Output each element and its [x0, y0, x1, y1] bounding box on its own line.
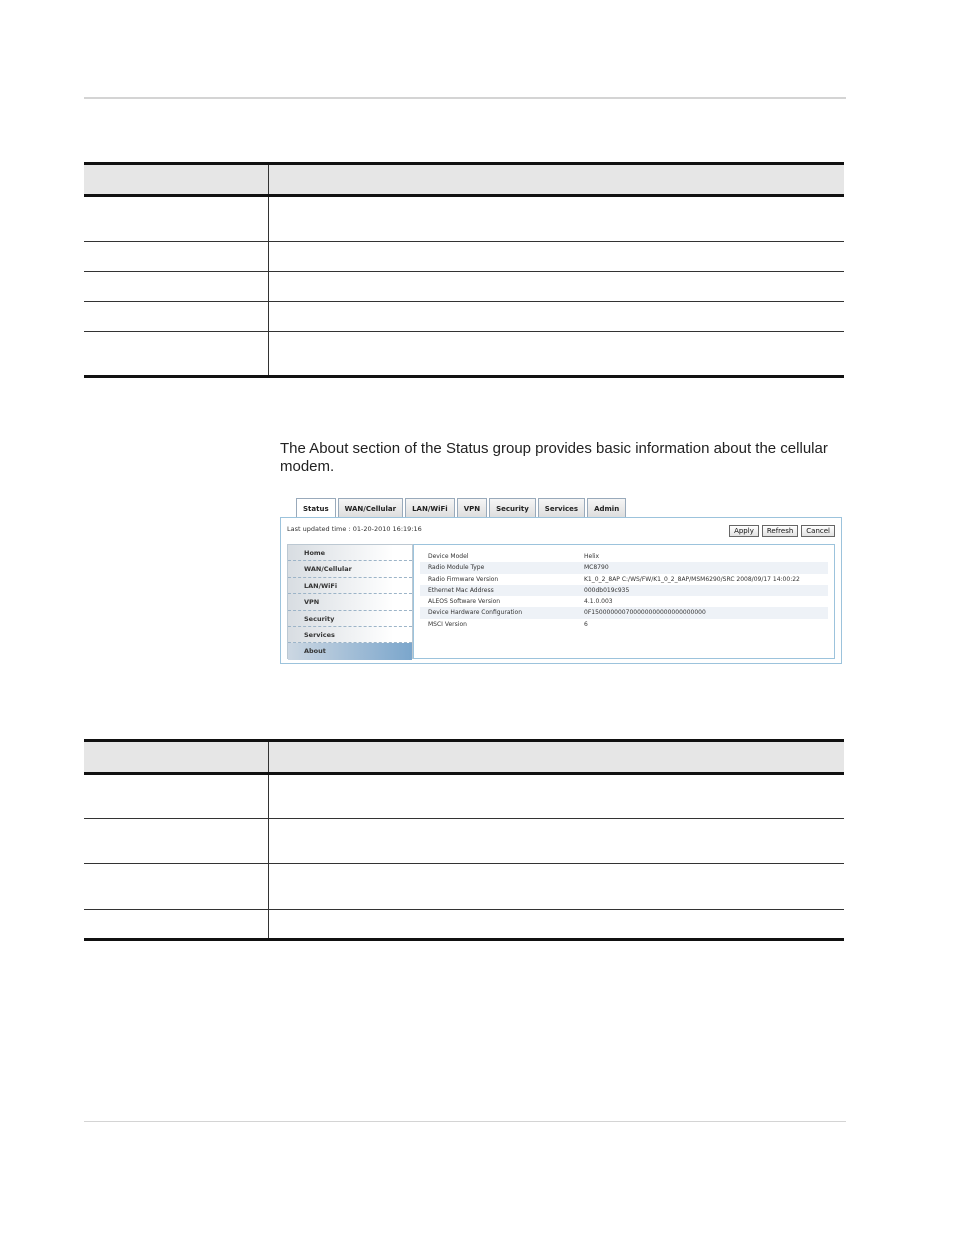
field-value: Helix: [584, 553, 600, 560]
table-row: [84, 196, 844, 242]
table-header-row: [84, 741, 844, 774]
field-value: 6: [584, 620, 588, 628]
table-header-cell: [268, 164, 844, 196]
sidebar-item-services[interactable]: Services: [288, 627, 412, 643]
sidebar-item-security[interactable]: Security: [288, 611, 412, 627]
cancel-button[interactable]: Cancel: [801, 525, 835, 537]
table-row: [84, 332, 844, 377]
table-row: [84, 774, 844, 819]
tab-status[interactable]: Status: [296, 498, 336, 519]
table-header-cell: [84, 164, 268, 196]
tab-admin[interactable]: Admin: [587, 498, 626, 518]
table-row: [84, 864, 844, 910]
sidebar-item-home[interactable]: Home: [288, 545, 412, 561]
info-row-device-model: [420, 551, 828, 562]
about-screenshot: [280, 496, 842, 664]
table-header-cell: [268, 741, 844, 774]
info-row-mac-address: [420, 585, 828, 596]
sidebar-item-lan-wifi[interactable]: LAN/WiFi: [288, 578, 412, 594]
tab-wan-cellular[interactable]: WAN/Cellular: [338, 498, 403, 518]
info-row-aleos-version: [420, 596, 828, 607]
table-header-row: [84, 164, 844, 196]
action-buttons: [729, 525, 835, 537]
field-value: MC8790: [584, 564, 609, 572]
tab-bar: [296, 498, 626, 518]
info-row-hw-config: [420, 607, 828, 618]
refresh-button[interactable]: Refresh: [762, 525, 798, 537]
field-label: Device Hardware Configuration: [428, 609, 522, 617]
field-label: Radio Module Type: [428, 564, 485, 572]
status-panel: [280, 517, 842, 664]
field-label: Radio Firmware Version: [428, 575, 499, 583]
last-updated-text: Last updated time : 01-20-2010 16:19:16: [287, 525, 422, 533]
field-value: 0F150000000700000000000000000000: [584, 609, 706, 617]
info-row-msci-version: [420, 619, 828, 630]
intro-paragraph: The About section of the Status group provides basic information about the cellular modem.: [280, 440, 828, 475]
table-header-cell: [84, 741, 268, 774]
tab-security[interactable]: Security: [489, 498, 536, 518]
sidebar-item-wan-cellular[interactable]: WAN/Cellular: [288, 561, 412, 577]
tab-lan-wifi[interactable]: LAN/WiFi: [405, 498, 455, 518]
tab-vpn[interactable]: VPN: [457, 498, 487, 518]
header-rule: [84, 97, 846, 99]
field-label: ALEOS Software Version: [428, 598, 501, 606]
table-row: [84, 302, 844, 332]
sidebar-item-about[interactable]: About: [288, 643, 412, 659]
footer-rule: [84, 1121, 846, 1122]
table-row: [84, 910, 844, 940]
apply-button[interactable]: Apply: [729, 525, 759, 537]
info-row-radio-module: [420, 562, 828, 573]
info-row-radio-firmware: [420, 574, 828, 585]
table-1: [84, 162, 844, 378]
table-row: [84, 819, 844, 864]
table-row: [84, 242, 844, 272]
sidebar-item-vpn[interactable]: VPN: [288, 594, 412, 610]
field-value: K1_0_2_8AP C:/WS/FW/K1_0_2_8AP/MSM6290/SRC 2008/09/17 14:00:22: [584, 575, 800, 583]
sidebar: [287, 544, 413, 659]
field-label: MSCI Version: [428, 620, 467, 628]
table-2: [84, 739, 844, 941]
field-label: Ethernet Mac Address: [428, 586, 494, 594]
field-label: Device Model: [428, 553, 469, 560]
field-value: 000db019c935: [584, 586, 630, 594]
tab-services[interactable]: Services: [538, 498, 585, 518]
table-row: [84, 272, 844, 302]
field-value: 4.1.0.003: [584, 598, 613, 606]
about-info-panel: [413, 544, 835, 659]
